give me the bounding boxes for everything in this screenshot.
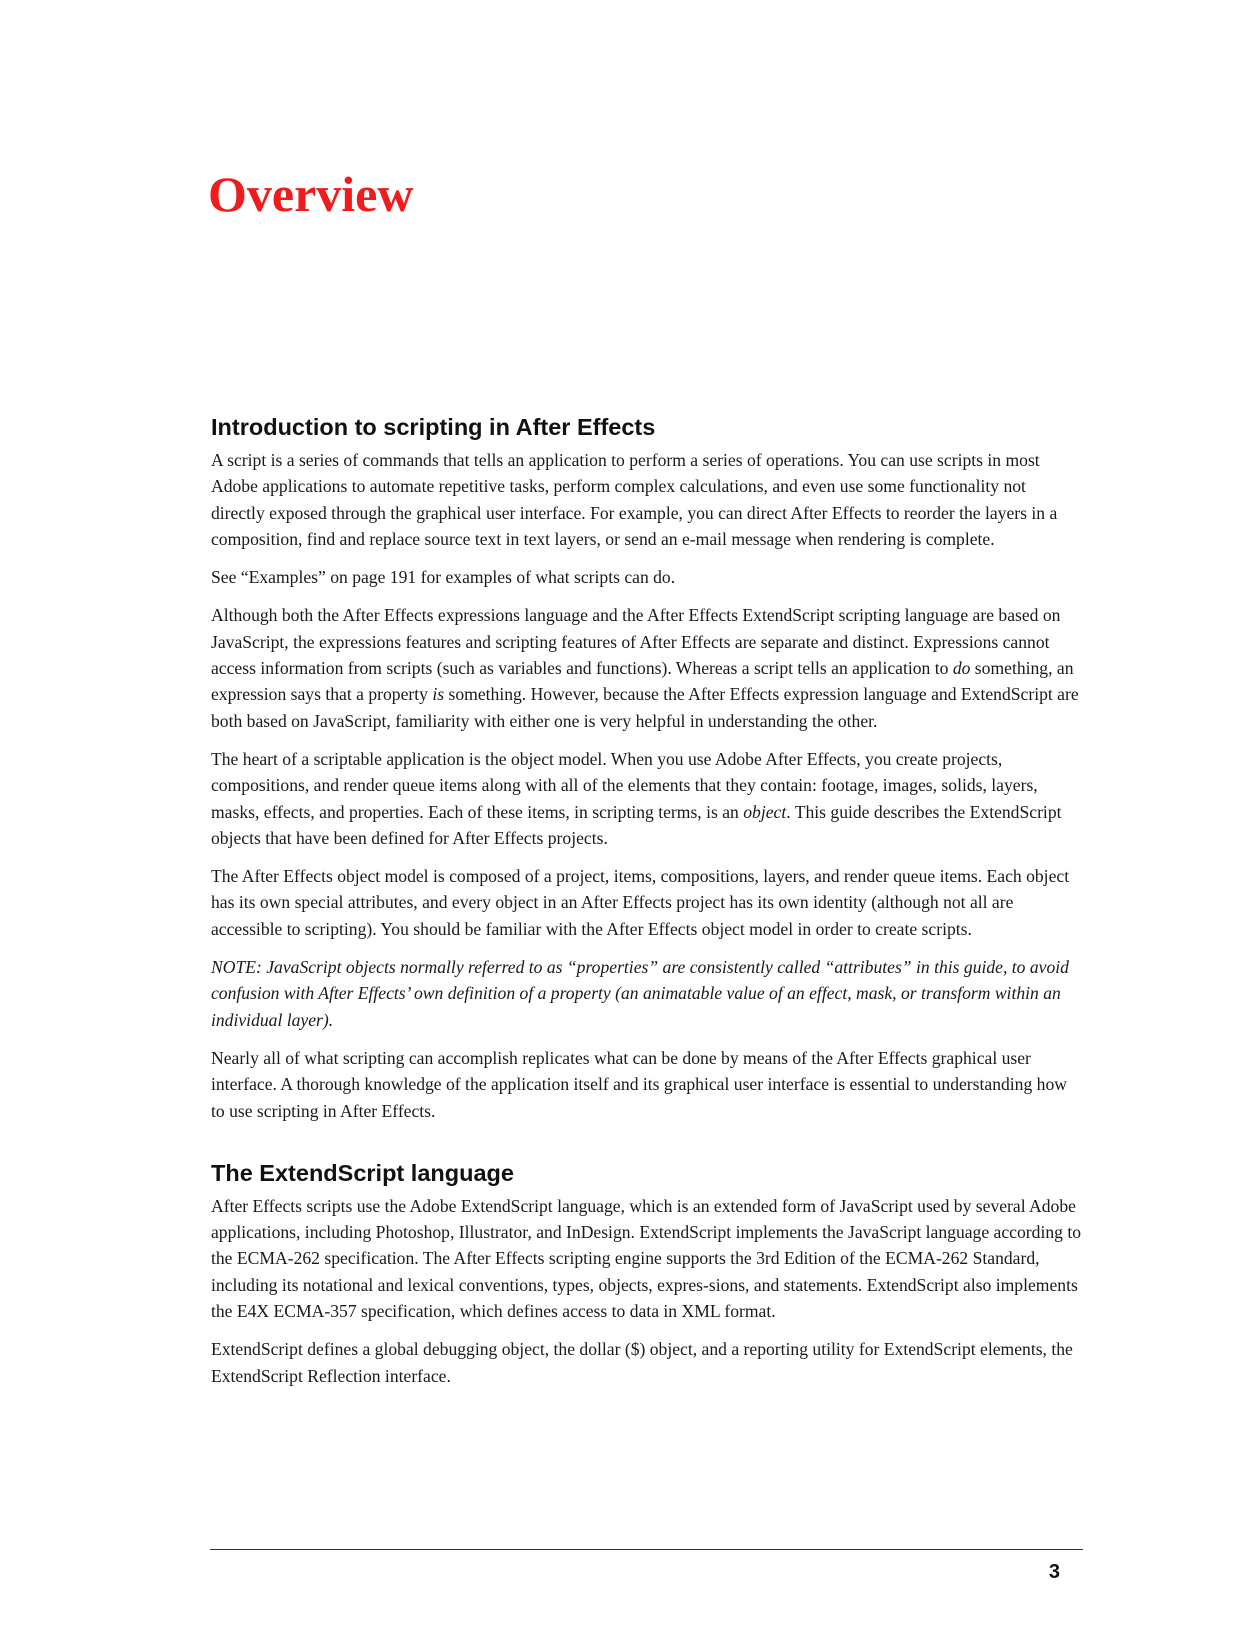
- text-run: See “Examples” on page 191 for examples of what scripts can do.: [211, 567, 676, 588]
- body-paragraph: [211, 863, 1081, 942]
- page-number: 3: [1048, 1561, 1060, 1583]
- footer-rule: [210, 1549, 1083, 1550]
- note-paragraph: [211, 954, 1081, 1033]
- body-paragraph: [211, 602, 1081, 733]
- body-paragraph: [211, 447, 1081, 552]
- body-paragraph: [211, 1336, 1081, 1389]
- section-heading: Introduction to scripting in After Effects: [211, 414, 656, 440]
- emphasis-text: object: [743, 801, 787, 822]
- text-run: The heart of a scriptable application is the object model. When you use Adobe After Effects, you create projects, compositions, and render queue items along with all of the elements that they contain: footage, images, solids, layers, masks, effects, and properties. Each of these items, in scripting terms, is an: [211, 748, 1038, 822]
- text-run: ExtendScript defines a global debugging object, the dollar ($) object, and a reporting utility for ExtendScript elements, the ExtendScript Reflection interface.: [211, 1339, 1073, 1386]
- body-paragraph: [211, 1045, 1081, 1124]
- text-run: Although both the After Effects expressions language and the After Effects ExtendScript scripting language are based on JavaScript, the expressions features and scripting features of After Effects are separate and distinct. Expressions cannot access information from scripts (such as variables and functions). Whereas a script tells an application to: [211, 605, 1061, 679]
- text-run: . This guide describes the ExtendScript objects that have been defined for After Effects projects.: [211, 801, 1062, 848]
- section-heading: The ExtendScript language: [211, 1159, 514, 1186]
- body-paragraph: [211, 564, 1081, 590]
- body-paragraph: [211, 746, 1081, 851]
- body-paragraph: [211, 1193, 1081, 1324]
- emphasis-text: is: [432, 684, 445, 705]
- text-run: A script is a series of commands that tells an application to perform a series of operations. You can use scripts in most Adobe applications to automate repetitive tasks, perform complex calculations, and even use some functionality not directly exposed through the graphical user interface. For example, you can direct After Effects to reorder the layers in a composition, find and replace source text in text layers, or send an e-mail message when rendering is complete.: [211, 450, 1058, 549]
- text-run: After Effects scripts use the Adobe ExtendScript language, which is an extended form of JavaScript used by several Adobe applications, including Photoshop, Illustrator, and InDesign. ExtendScript implements the JavaScript language according to the ECMA-262 specification. The After Effects scripting engine supports the 3rd Edition of the ECMA-262 Standard, including its notational and lexical conventions, types, objects, expres-sions, and statements. ExtendScript also implements the E4X ECMA-357 specification, which defines access to data in XML format.: [211, 1195, 1082, 1322]
- text-run: The After Effects object model is composed of a project, items, compositions, layers, and render queue items. Each object has its own special attributes, and every object in an After Effects project has its own identity (although not all are accessible to scripting). You should be familiar with the After Effects object model in order to create scripts.: [211, 866, 1070, 939]
- text-run: Nearly all of what scripting can accomplish replicates what can be done by means of the After Effects graphical user interface. A thorough knowledge of the application itself and its graphical user interface is essential to understanding how to use scripting in After Effects.: [211, 1047, 1067, 1121]
- text-run: something. However, because the After Effects expression language and ExtendScript are both based on JavaScript, familiarity with either one is very helpful in understanding the other.: [211, 684, 1079, 731]
- text-run: something, an expression says that a property: [211, 658, 1074, 705]
- chapter-title: Overview: [208, 166, 414, 222]
- page-content: [211, 412, 1081, 1401]
- text-run: NOTE: JavaScript objects normally referred to as “properties” are consistently called “attributes” in this guide, to avoid confusion with After Effects’ own definition of a property (an animatable value of an effect, mask, or transform within an individual layer).: [211, 957, 1069, 1030]
- emphasis-text: do: [952, 658, 971, 679]
